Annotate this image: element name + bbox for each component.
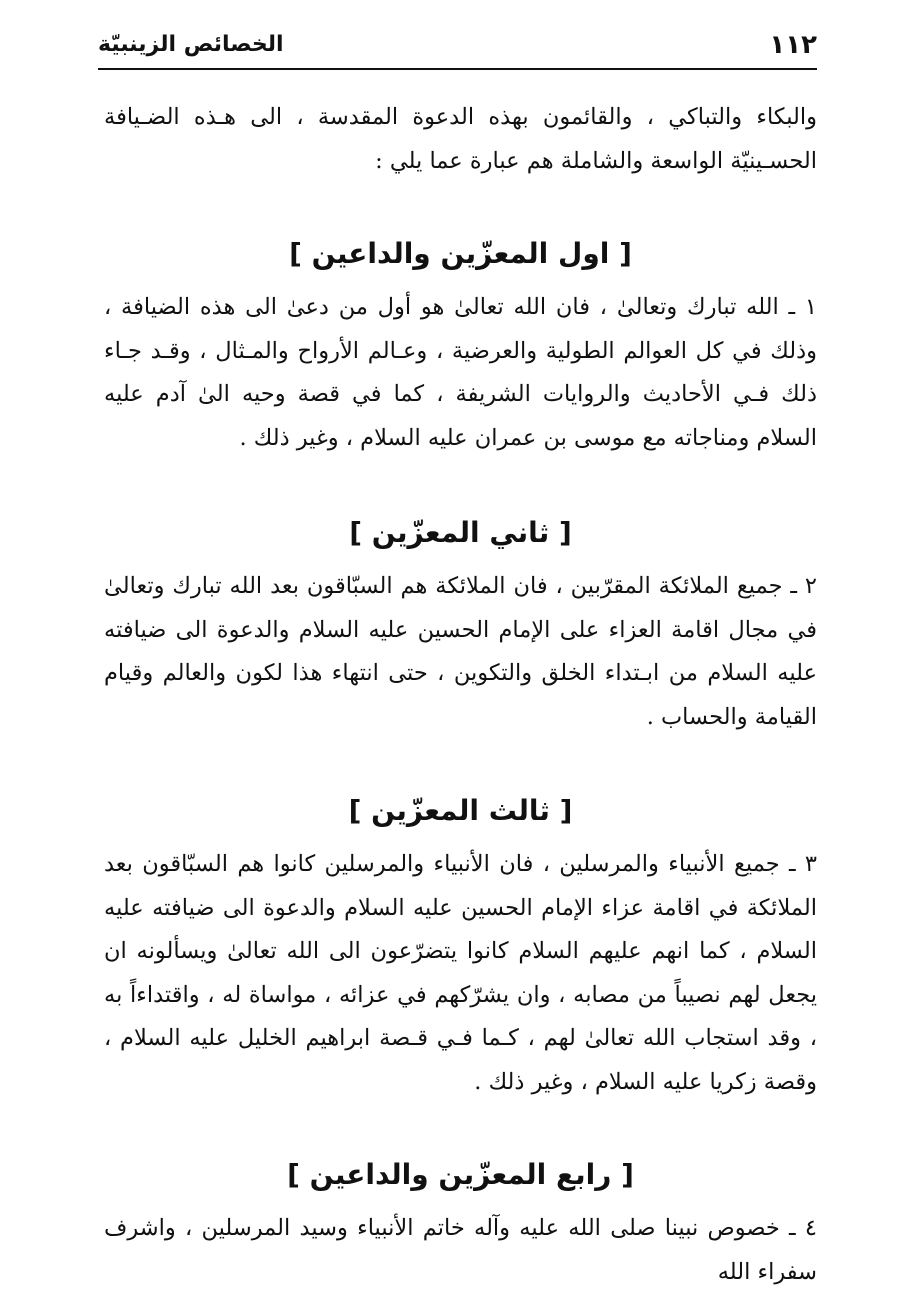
page-header xyxy=(98,22,817,70)
section-heading: [ اول المعزّين والداعين ] xyxy=(289,237,632,270)
running-title: الخصائص الزينبيّة xyxy=(98,32,284,57)
section-heading: [ رابع المعزّين والداعين ] xyxy=(287,1158,634,1191)
section-paragraph: ٢ ـ جميع الملائكة المقرّبين ، فان الملائكة هم السبّاقون بعد الله تبارك وتعالىٰ في مجال اقامة العزاء على الإمام الحسين عليه السلام والدعوة الى ضيافته عليه السلام من ابـتداء الخلق والتكوين ، حتى انتهاء هذا لكون والعالم وقيام القيامة والحساب . xyxy=(104,573,817,730)
section-heading: [ ثالث المعزّين ] xyxy=(348,794,573,827)
section-paragraph: ١ ـ الله تبارك وتعالىٰ ، فان الله تعالىٰ هو أول من دعىٰ الى هذه الضيافة ، وذلك في كل العوالم الطولية والعرضية ، وعـالم الأرواح والمـثال ، وقـد جـاء ذلك فـي الأحاديث والروايات الشريفة ، كما في قصة وحيه الىٰ آدم عليه السلام ومناجاته مع موسى بن عمران عليه السلام ، وغير ذلك . xyxy=(104,294,817,451)
page-body xyxy=(104,96,817,1294)
section-heading: [ ثاني المعزّين ] xyxy=(349,516,572,549)
section-paragraph: ٤ ـ خصوص نبينا صلى الله عليه وآله خاتم الأنبياء وسيد المرسلين ، واشرف سفراء الله xyxy=(104,1215,817,1285)
page-number: ١١٢ xyxy=(769,30,817,60)
intro-paragraph: والبكاء والتباكي ، والقائمون بهذه الدعوة المقدسة ، الى هـذه الضـيافة الحسـينيّة الواسعة والشاملة هم عبارة عما يلي : xyxy=(104,104,817,174)
section-paragraph: ٣ ـ جميع الأنبياء والمرسلين ، فان الأنبياء والمرسلين كانوا هم السبّاقون بعد الملائكة في اقامة عزاء الإمام الحسين عليه السلام والدعوة الى ضيافته عليه السلام ، كما انهم عليهم السلام كانوا يتضرّعون الى الله تعالىٰ ويسألونه ان يجعل لهم نصيباً من مصابه ، وان يشرّكهم في عزائه ، مواساة له ، واقتداءاً به ، وقد استجاب الله تعالىٰ لهم ، كـما فـي قـصة ابراهيم الخليل عليه السلام ، وقصة زكريا عليه السلام ، وغير ذلك . xyxy=(104,851,817,1095)
